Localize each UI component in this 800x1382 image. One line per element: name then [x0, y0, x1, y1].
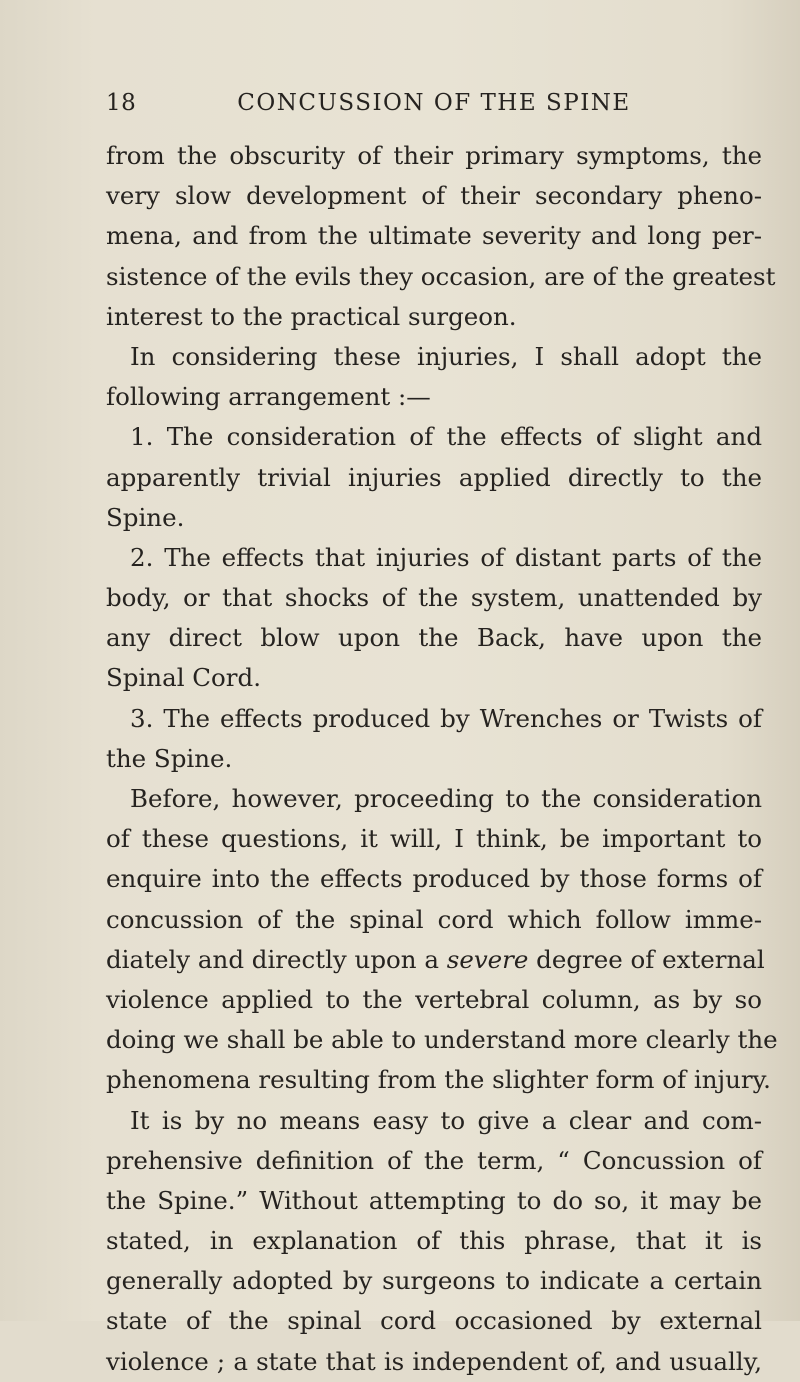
- text-line: stated, in explanation of this phrase, that it is: [106, 1226, 762, 1256]
- text-line: 1. The consideration of the effects of slight and: [130, 422, 762, 452]
- text-segment: degree of external: [536, 944, 765, 974]
- page-number: 18: [106, 90, 137, 116]
- text-line: violence applied to the vertebral column, as by so: [106, 984, 762, 1014]
- text-line: Before, however, proceeding to the consideration: [130, 784, 762, 813]
- text-line: It is by no means easy to give a clear and com-: [130, 1105, 762, 1135]
- text-line: 3. The effects produced by Wrenches or Twists of: [130, 703, 762, 733]
- text-line: mena, and from the ultimate severity and long per-: [106, 221, 762, 251]
- italic-word: severe: [446, 944, 529, 974]
- page-header: [106, 90, 762, 120]
- text-line: Spine.: [106, 502, 185, 532]
- text-line: 2. The effects that injuries of distant parts of the: [130, 542, 762, 572]
- text-line: prehensive definition of the term, “ Concussion of: [106, 1145, 762, 1175]
- text-line: violence ; a state that is independent of, and usually,: [106, 1346, 762, 1376]
- text-line: In considering these injuries, I shall adopt the: [130, 341, 762, 371]
- running-head: CONCUSSION OF THE SPINE: [237, 90, 631, 116]
- text-line: the Spine.” Without attempting to do so, it may be: [106, 1185, 762, 1215]
- text-line: following arrangement :—: [106, 382, 431, 412]
- text-line: doing we shall be able to understand more clearly the: [106, 1025, 778, 1055]
- text-line: state of the spinal cord occasioned by external: [106, 1306, 762, 1336]
- text-line: the Spine.: [106, 743, 233, 773]
- text-line: [106, 940, 765, 980]
- text-line: interest to the practical surgeon.: [106, 301, 517, 331]
- text-line: Spinal Cord.: [106, 663, 261, 693]
- text-line: apparently trivial injuries applied directly to the: [106, 462, 762, 492]
- text-line: body, or that shocks of the system, unattended by: [106, 583, 762, 613]
- text-line: sistence of the evils they occasion, are of the greatest: [106, 261, 776, 291]
- text-segment: diately and directly upon a: [106, 944, 439, 974]
- text-line: phenomena resulting from the slighter form of injury.: [106, 1065, 771, 1095]
- text-line: any direct blow upon the Back, have upon the: [106, 623, 762, 653]
- text-line: concussion of the spinal cord which follow imme-: [106, 904, 762, 934]
- text-line: from the obscurity of their primary symptoms, the: [106, 141, 762, 170]
- body-text: [106, 136, 778, 1382]
- text-line: very slow development of their secondary pheno-: [106, 181, 762, 211]
- text-line: enquire into the effects produced by those forms of: [106, 864, 762, 894]
- text-line: of these questions, it will, I think, be important to: [106, 824, 762, 854]
- text-line: generally adopted by surgeons to indicate a certain: [106, 1266, 762, 1296]
